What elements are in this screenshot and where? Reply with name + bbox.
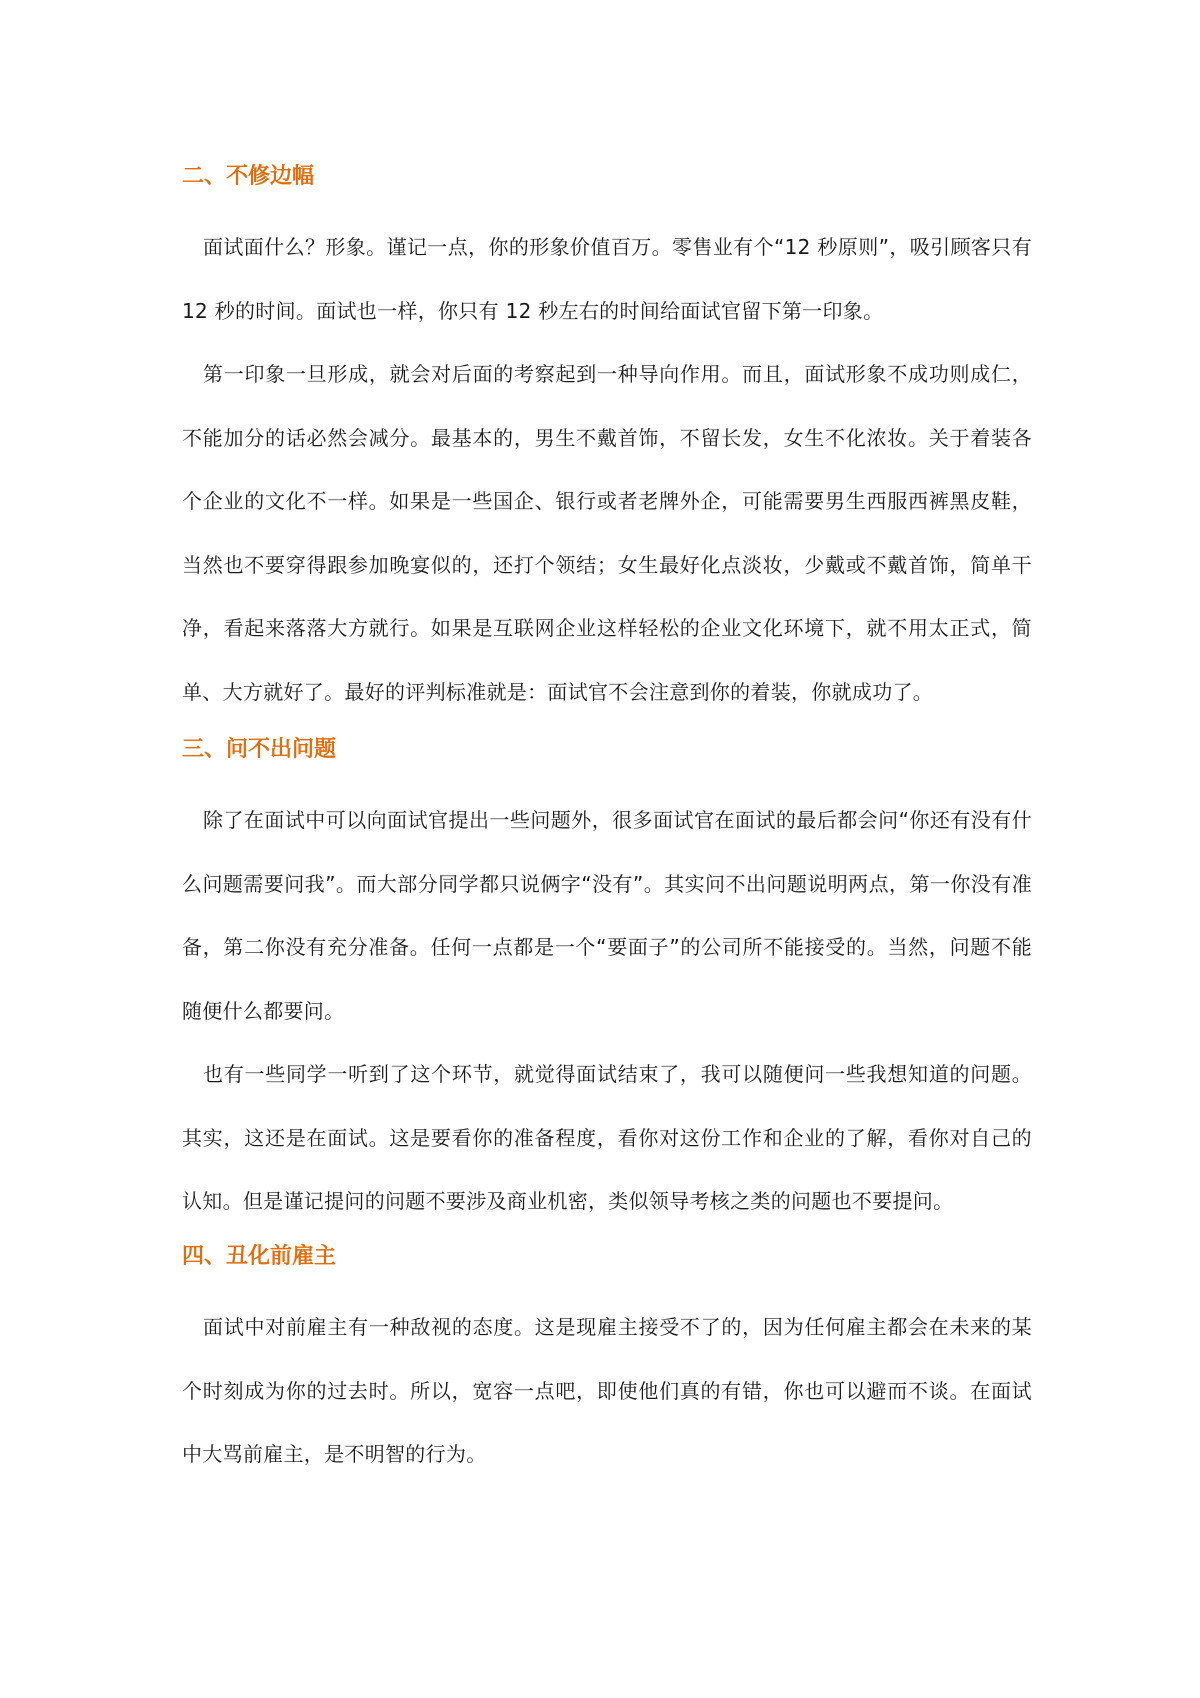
section-no-questions	[182, 735, 1032, 1234]
section-heading: 二、不修边幅	[182, 164, 315, 189]
paragraph: 面试面什么？形象。谨记一点，你的形象价值百万。零售业有个“12 秒原则”，吸引顾客只有 12 秒的时间。面试也一样，你只有 12 秒左右的时间给面试官留下第一印象。	[182, 235, 1032, 323]
paragraph: 除了在面试中可以向面试官提出一些问题外，很多面试官在面试的最后都会问“你还有没有什么问题需要问我”。而大部分同学都只说俩字“没有”。其实问不出问题说明两点，第一你没有准备，第二你没有充分准备。任何一点都是一个“要面子”的公司所不能接受的。当然，问题不能随便什么都要问。	[182, 808, 1032, 1023]
paragraph: 也有一些同学一听到了这个环节，就觉得面试结束了，我可以随便问一些我想知道的问题。其实，这还是在面试。这是要看你的准备程度，看你对这份工作和企业的了解，看你对自己的认知。但是谨记提问的问题不要涉及商业机密，类似领导考核之类的问题也不要提问。	[182, 1062, 1032, 1213]
section-heading: 三、问不出问题	[182, 737, 337, 762]
paragraph: 面试中对前雇主有一种敌视的态度。这是现雇主接受不了的，因为任何雇主都会在未来的某个时刻成为你的过去时。所以，宽容一点吧，即使他们真的有错，你也可以避而不谈。在面试中大骂前雇主，是不明智的行为。	[182, 1315, 1032, 1466]
paragraph: 第一印象一旦形成，就会对后面的考察起到一种导向作用。而且，面试形象不成功则成仁，不能加分的话必然会减分。最基本的，男生不戴首饰，不留长发，女生不化浓妆。关于着装各个企业的文化不一样。如果是一些国企、银行或者老牌外企，可能需要男生西服西裤黑皮鞋，当然也不要穿得跟参加晚宴似的，还打个领结；女生最好化点淡妆，少戴或不戴首饰，简单干净，看起来落落大方就行。如果是互联网企业这样轻松的企业文化环境下，就不用太正式，简单、大方就好了。最好的评判标准就是：面试官不会注意到你的着装，你就成功了。	[182, 362, 1032, 704]
section-former-employer	[182, 1242, 1032, 1487]
section-appearance	[182, 162, 1032, 724]
section-heading: 四、丑化前雇主	[182, 1244, 337, 1269]
